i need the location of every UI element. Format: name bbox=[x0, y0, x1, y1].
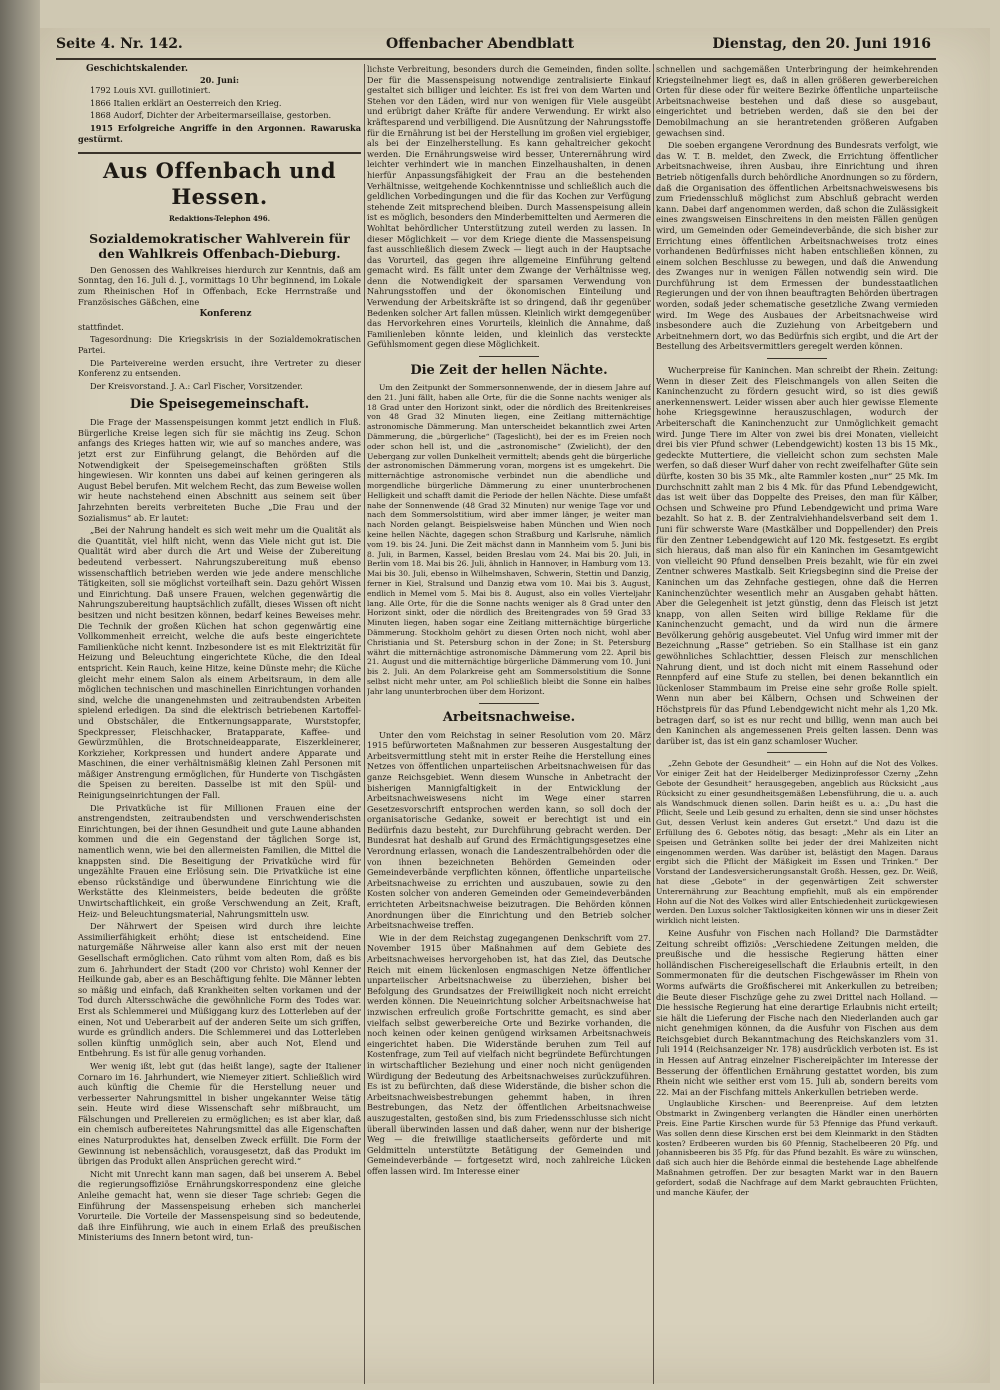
column-3 bbox=[656, 64, 938, 1384]
fischen-text: Keine Ausfuhr von Fischen nach Holland? Die Darmstädter Zeitung schreibt offiziös: „Verschiedene Zeitungen melden, die preußische und die hessische Regierung hätten einer holländischen Fischereigesellschaft die Erlaubnis erteilt, in den Sommermonaten für die deutschen Fischgewässer im Rhein von Worms aufwärts die Großfischerei mit Ankerkullen zu betreiben; die Beute dieser Fischzüge gehe zu zwei Drittel nach Holland. — Die hessische Regierung hat eine derartige Erlaubnis nicht erteilt; sie hält die Lieferung der Fische nach den Niederlanden auch gar nicht genehmigen können, da die Ausfuhr von Fischen aus dem Reichsgebiet durch Bekanntmachung des Reichskanzlers vom 31. Juli 1914 (Reichsanzeiger Nr. 178) ausdrücklich verboten ist. Es ist in Hessen auf Antrag einzelner Fischereipächter im Interesse der Besserung der öffentlichen Ernährung gestattet worden, bis zum Rhein nicht wie seither erst vom 15. Juli ab, sondern bereits vom 22. Mai an der Fischfang mittels Ankerkullen betrieben werde. bbox=[656, 927, 938, 1097]
wahlverein-text: Die Parteivereine werden ersucht, ihre Vertreter zu dieser Konferenz zu entsenden. bbox=[78, 357, 361, 379]
section-title: Aus Offenbach und Hessen. bbox=[78, 152, 361, 210]
header-rule bbox=[56, 58, 936, 60]
issue-date: Dienstag, den 20. Juni 1916 bbox=[712, 36, 931, 52]
kalender-item: 1868 Audorf, Dichter der Arbeitermarseillaise, gestorben. bbox=[90, 110, 332, 121]
speise-title: Die Speisegemeinschaft. bbox=[129, 397, 310, 413]
speise-text: Nicht mit Unrecht kann man sagen, daß bei unserem A. Bebel die regierungsoffiziöse Ernährungskorrespondenz eine gleiche Anleihe gemacht hat, wenn sie dieser Tage schrieb: Gegen die Einführung der Massenspeisung erheben sich mancherlei Vorurteile. Die Vorteile der Massenspeisung sind so bedeutende, daß ihre Einführung, wie auch in einem Erlaß des preußischen Ministeriums des Innern betont wird, tun- bbox=[78, 1168, 361, 1243]
naechte-title: Die Zeit der hellen Nächte. bbox=[410, 363, 608, 379]
wahlverein-text: Tagesordnung: Die Kriegskrisis in der Sozialdemokratischen Partei. bbox=[78, 334, 361, 355]
wahlverein-title: Sozialdemokratischer Wahlverein für den Wahlkreis Offenbach-Dieburg. bbox=[89, 230, 350, 261]
speise-continued: lichste Verbreitung, besonders durch die Gemeinden, finden sollte. Der für die Massenspeisung notwendige zentralisierte Einkauf gestaltet sich billiger und leichter. Es ist frei von dem Warten und Stehen vor den Läden, wird nur von wenigen für Viele ausgeübt und erübrigt daher Kräfte für andere Verwendung. Er wirkt also kräftesparend und verbilligend. Die Ausnützung der Nahrungsstoffe für die Ernährung ist bei der Herstellung im großen viel ergiebiger, als bei der Einzelherstellung. Es kann gehaltreicher gekocht werden. Die Ernährungsweise wird besser, Unterernährung wird leichter verhindert wie in manchen Einzelhaushalten, in denen hierfür Anpassungsfähigkeit der Frau an die bestehenden Verhältnisse, weitgehende Kochkenntnisse und schließlich auch die geldlichen Vorbedingungen und die für das Kochen zur Verfügung stehende Zeit mitsprechend bleiben. Durch Massenspeisung allein ist es möglich, besonders den Minderbemittelten und Aermeren die Wohltat behördlicher Unterstützung zuteil werden zu lassen. In dieser Möglichkeit — vor dem Kriege diente die Massenspeisung fast ausschließlich diesem Zweck — liegt auch in der Hauptsache das Vorurteil, das gegen ihre allgemeine Einführung geltend gemacht wird. Es fällt unter dem Zwange der Verhältnisse weg, denn die Notwendigkeit der sparsamen Verwendung von Nahrungsstoffen und der ökonomischen Einteilung und Verwendung der Arbeitskräfte ist so dringend, daß ihr gegenüber Bedenken solcher Art fallen müssen. Kleinlich wirkt demgegenüber das Hervorkehren eines Vorurteils, kleinlich die Annahme, daß Familienleben könnte leiden, und kleinlich das versteckte Gefühlsmoment gegen diese Möglichkeit. bbox=[367, 64, 651, 350]
separator bbox=[767, 752, 827, 753]
section-telephone: Redaktions-Telephon 496. bbox=[168, 214, 271, 224]
naechte-text: Um den Zeitpunkt der Sommersonnenwende, der in diesem Jahre auf den 21. Juni fällt, haben alle Orte, für die die Sonne nachts weniger als 18 Grad unter den Horizont sinkt, oder die nördlich des Breitenkreises von 48 Grad 32 Minuten liegen, eine Zeitlang mitternächtige astronomische Dämmerung. Man unterscheidet bekanntlich zwei Arten Dämmerung, die „bürgerliche“ (Tageslicht), bei der es im Freien noch oder schon hell ist, und die „astronomische“ (Zwielicht), der den Uebergang zur vollen Dunkelheit vermittelt; abends geht die bürgerliche der astronomischen Dämmerung voran, morgens ist es umgekehrt. Die mitternächtige astronomische verbindet nun die abendliche und morgendliche bürgerliche Dämmerung zu einer ununterbrochenen Helligkeit und schafft damit die Periode der hellen Nächte. Diese umfaßt nahe der Sonnenwende (48 Grad 32 Minuten) nur wenige Tage vor und nach dem Sommersolstitium, wird aber immer länger, je weiter man nach Norden gelangt. Beispielsweise haben München und Wien noch keine hellen Nächte, dagegen schon Straßburg und Karlsruhe, nämlich vom 19. bis 24. Juni. Die Zeit mächst dann in Mannheim vom 5. Juni bis 8. Juli, in Barmen, Kassel, beiden Breslau vom 24. Mai bis 20. Juli, in Berlin vom 18. Mai bis 26. Juli, ähnlich in Hannover, in Hamburg vom 13. Mai bis 30. Juli, ebenso in Wilhelmshaven, Schwerin, Stettin und Danzig, ferner in Kiel, Stralsund und Danzig etwa vom 10. Mai bis 3. August, endlich in Memel vom 5. Mai bis 8. August, also ein volles Vierteljahr lang. Alle Orte, für die die Sonne nachts weniger als 8 Grad unter den Horizont sinkt, oder die nördlich des Breitengrades von 59 Grad 33 Minuten liegen, haben sogar eine Zeitlang mitternächtige bürgerliche Dämmerung. Stockholm gehört zu diesen Orten noch nicht, wohl aber Christiania und St. Petersburg schon in der Zone; in St. Petersburg währt die mitternächtige astronomische Dämmerung vom 22. April bis 21. August und die mitternächtige bürgerliche Dämmerung vom 10. Juni bis 2. Juli. An dem Polarkreise geht am Sommersolstitium die Sonne selbst nicht mehr unter, am Pol schließlich bleibt die Sonne ein halbes Jahr lang ununterbrochen über dem Horizont. bbox=[367, 383, 651, 696]
page-number: Seite 4. Nr. 142. bbox=[56, 36, 183, 52]
speise-text: Der Nährwert der Speisen wird durch ihre leichte Assimilierfähigkeit erhöht; diese ist entscheidend. Eine naturgemäße Nährweise aller kann also erst mit der neuen Gesellschaft ermöglichen. Cato rühmt vom alten Rom, daß es bis zum 6. Jahrhundert der Stadt (200 vor Christo) wohl Kenner der Heilkunde gab, aber es an Beschäftigung fehlte. Die Männer lebten so mäßig und einfach, daß Krankheiten selten vorkamen und der Tod durch Altersschwäche die gewöhnliche Form des Todes war. Erst als Schlemmerei und Müßiggang kurz des Lotterleben auf der einen, Not und Ueberarbeit auf der anderen Seite um sich griffen, wurde es gründlich anders. Die Schlemmerei und das Lotterleben sollen künftig unmöglich sein, aber auch Not, Elend und Entbehrung. Es ist für alle genug vorhanden. bbox=[78, 921, 361, 1059]
kalender-date: 20. Juni: bbox=[199, 74, 239, 85]
wahlverein-text: Den Genossen des Wahlkreises hierdurch zur Kenntnis, daß am Sonntag, den 16. Juli d. J., vormittags 10 Uhr beginnend, im Lokale zum Rheinischen Hof in Offenbach, Ecke Herrnstraße und Französisches Gäßchen, eine bbox=[78, 264, 361, 307]
kalender-item: 1866 Italien erklärt an Oesterreich den Krieg. bbox=[90, 97, 282, 108]
column-2 bbox=[367, 64, 651, 1384]
kalender-item: 1915 Erfolgreiche Angriffe in den Argonnen. Rawaruska gestürmt. bbox=[78, 122, 361, 144]
speise-text: „Bei der Nahrung handelt es sich weit mehr um die Qualität als die Quantität, viel hilft nicht, wenn das Viele nicht gut ist. Die Qualität wird aber durch die Art und Weise der Zubereitung bedeutend verbessert. Nahrungszubereitung muß ebenso wissenschaftlich betrieben werden wie jede andere menschliche Tätigkeiten, soll sie möglichst vorteilhaft sein. Dazu gehört Wissen und Einrichtung. Daß unsere Frauen, welchen gegenwärtig die Nahrungszubereitung hauptsächlich zufällt, dieses Wissen oft nicht besitzen und nicht besitzen können, bedarf keines Beweises mehr. Die Technik der großen Küchen hat schon gegenwärtig eine Vollkommenheit erreicht, welche die aufs beste eingerichtete Familienküche nicht kennt. Inzbesondere ist es mit Elektrizität für Heizung und Beleuchtung eingerichtete Küche, die den Ideal entspricht. Kein Rauch, keine Hitze, keine Dünste mehr; die Küche gleicht mehr einem Salon als einem Arbeitsraum, in dem alle möglichen technischen und maschinellen Einrichtungen vorhanden sind, welche die unangenehmsten und zeitraubendsten Arbeiten spielend erledigen. Da sind die elektrisch betriebenen Kartoffel- und Obstschäler, die Entkernungsapparate, Wurststopfer, Speckpresser, Fleischhacker, Bratapparate, Kaffee- und Gewürzmühlen, die Brotschneideapparate, Eiszerkleinerer, Korkzieher, Korkpressen und hundert andere Apparate und Maschinen, die einer verhältnismäßig kleinen Zahl Personen mit mäßiger Anstrengung ermöglichen, für Hunderte von Tischgästen die Speisen zu bereiten. Dasselbe ist mit den Spül- und Reinigungseinrichtungen der Fall. bbox=[78, 525, 361, 801]
wahlverein-signature: Der Kreisvorstand. J. A.: Carl Fischer, Vorsitzender. bbox=[90, 380, 303, 391]
column-rule-2 bbox=[653, 64, 654, 1384]
separator bbox=[479, 703, 539, 704]
binding-edge bbox=[0, 0, 40, 1390]
wahlverein-text: stattfindet. bbox=[78, 321, 124, 332]
separator bbox=[479, 356, 539, 357]
kalender-item: 1792 Louis XVI. guillotiniert. bbox=[90, 85, 211, 96]
gebote-text: „Zehn Gebote der Gesundheit“ — ein Hohn auf die Not des Volkes. Vor einiger Zeit hat der Heidelberger Medizinprofessor Czerny „Zehn Gebote der Gesundheit“ herausgegeben, angeblich aus Rücksicht „aus Rücksicht zu einer gesundheitsgemäßen Lebensführung, die u. a. auch als Wandschmuck dienen sollen. Darin heißt es u. a.: „Du hast die Pflicht, Seele und Leib gesund zu erhalten, denn sie sind unser höchstes Gut, dessen Verlust kein anderes Gut ersetzt.“ Und dazu ist die Erfüllung des 6. Gebotes nötig, das besagt: „Mehr als ein Liter an Speisen und Getränken sollte bei jeder der drei Mahlzeiten nicht eingenommen werden. Was darüber ist, belästigt den Magen. Daraus ergibt sich die Pflicht der Mäßigkeit im Essen und Trinken.“ Der Vorstand der Landesversicherungsanstalt Großh. Hessen, gez. Dr. Weiß, hat diese „Gebote“ in der gegenwärtigen Zeit schwerster Unterernährung zur Beachtung empfiehlt, muß als ein empörender Hohn auf die Not des Volkes wird aller Entschiedenheit zurückgewiesen werden. Den Luxus solcher Taktlosigkeiten können wir uns in dieser Zeit wirklich nicht leisten. bbox=[656, 759, 938, 926]
arbeit-title: Arbeitsnachweise. bbox=[442, 709, 576, 725]
speise-text: Die Frage der Massenspeisungen kommt jetzt endlich in Fluß. Bürgerliche Kreise legen sich für sie mächtig ins Zeug. Schon anfangs des Krieges hatten wir, wie auf so manches andere, was jetzt erst zur Einführung gelangt, die Behörden auf die Notwendigkeit der Speisegemeinschaften größten Stils hingewiesen. Wir konnten uns dabei auf keinen geringeren als August Bebel berufen. Mit welchem Recht, das zum Beweise wollen wir heute nachstehend einen Abschnitt aus seinem seit über Jahrzehnten bereits verbreiteten Buche „Die Frau und der Sozialismus“ ab. Er lautet: bbox=[78, 417, 361, 523]
wahlverein-konferenz: Konferenz bbox=[199, 309, 252, 320]
separator bbox=[767, 358, 827, 359]
kirschen-text: Unglaubliche Kirschen- und Beerenpreise. Auf dem letzten Obstmarkt in Zwingenberg verlangten die Händler einen unerhörten Preis. Eine Partie Kirschen wurde für 53 Pfennige das Pfund verkauft. Was sollen denn diese Kirschen erst bei dem Kleinmarkt in den Städten kosten? Erdbeeren wurden bis 60 Pfennig, Stachelbeeren 20 Pfg. und Johannisbeeren bis 35 Pfg. für das Pfund bezahlt. Es wäre zu wünschen, daß sich auch hier die Behörde einmal die bestehende Lage abhelfende Maßnahmen getroffen. Der zur besagten Markt war in den Bauern gefordert, sodaß die Nachfrage auf dem Markt gebrauchten Früchten, und manche Käufer, der bbox=[656, 1099, 938, 1197]
page-header bbox=[56, 36, 931, 58]
speise-text: Wer wenig ißt, lebt gut (das heißt lange), sagte der Italiener Cornaro im 16. Jahrhundert, wie Niemeyer zitiert. Schließlich wird auch künftig die Chemie für die Herstellung neuer und verbesserter Nahrungsmittel in bisher ungekannter Weise tätig sein. Heute wird diese Wissenschaft sehr mißbraucht, um Fälschungen und Prellereien zu ermöglichen; es ist aber klar, daß ein chemisch aufbereitetes Nahrungsmittel das alle Eigenschaften eines Naturproduktes hat, denselben Zweck erfüllt. Die Form der Gewinnung ist nebensächlich, vorausgesetzt, daß das Produkt im übrigen das Produkt allen Ansprüchen gerecht wird.“ bbox=[78, 1060, 361, 1167]
arbeit-text: Wie in der dem Reichstag zugegangenen Denkschrift vom 27. November 1915 über Maßnahmen auf dem Gebiete des Arbeitsnachweises hervorgehoben ist, hat das Ziel, das Deutsche Reich mit einem lückenlosen engmaschigen Netze öffentlicher unparteiischer Arbeitsnachweise zu überziehen, bisher bei Befolgung des Grundsatzes der Freiwilligkeit noch nicht erreicht werden können. Die Neueinrichtung solcher Arbeitsnachweise hat inzwischen erfreulich große Fortschritte gemacht, es sind aber vielfach selbst gewerbereiche Orte und Bezirke vorhanden, die noch keinen oder keinen genügend wirksamen Arbeitsnachweis eingerichtet haben. Die Widerstände beruhen zum Teil auf Kostenfrage, zum Teil auf vielfach nicht begründete Befürchtungen in wirtschaftlicher Beziehung und einer noch nicht genügenden Würdigung der Bedeutung des Arbeitsnachweises zurückzuführen. Es ist zu befürchten, daß diese Widerstände, die bisher schon die Arbeitsnachweisbestrebungen gehemmt haben, in ihren Bestrebungen, das Netz der öffentlichen Arbeitsnachweise auszugestalten, gestoßen sind, bis zum Friedensschlusse sich nicht überall überwinden lassen und daß daher, wenn nur der bisherige Weg — die freiwillige staatlicherseits geförderte und mit Geldmitteln unterstützte Betätigung der Gemeinden und Gemeindeverbände — fortgesetzt wird, noch zahlreiche Lücken offen lassen wird. Im Interesse einer bbox=[367, 932, 651, 1176]
kaninchen-text: Wucherpreise für Kaninchen. Man schreibt der Rhein. Zeitung: Wenn in dieser Zeit des Fleischmangels von allen Seiten die Kaninchenzucht zu fördern gesucht wird, so ist dies gewiß anerkennenswert. Leider wissen aber auch hier gewisse Elemente hohe Kriegsgewinne herauszuschlagen, wodurch der Arbeiterschaft die Kaninchenzucht zur Unmöglichkeit gemacht wird. Junge Tiere im Alter von zwei bis drei Monaten, vielleicht drei bis vier Pfund schwer (Lebendgewicht) kosten 13 bis 15 Mk., gedeckte Muttertiere, die vielleicht schon zum sechsten Male werfen, so daß dieser Wurf daher von recht zweifelhafter Güte sein dürfte, kosten 30 bis 35 Mk., alte Rammler kosten „nur“ 25 Mk. Im Durchschnitt zahlt man 2 bis 4 Mk. für das Pfund Lebendgewicht, das ist weit über das Doppelte des Preises, den man für Kälber, Ochsen und Schweine pro Pfund Lebendgewicht und prima Ware bezahlt. So hat z. B. der Zentralviehhandelsverband seit dem 1. Juni für schwerste Ware (Mastkälber und Doppellender) den Preis für den Zentner Lebendgewicht auf 120 Mk. festgesetzt. Es ergibt sich hieraus, daß man also für ein Kaninchen im Gesamtgewicht von vielleicht 90 Pfund denselben Preis bezahlt, wie für ein zwei Zentner schweres Mastkalb. Seit Kriegsbeginn sind die Preise der Kaninchen um das Zehnfache gestiegen, ohne daß die Herren Kaninchenzüchter wesentlich mehr an Ausgaben gehabt hätten. Aber die Gelegenheit ist jetzt günstig, denn das Fleisch ist jetzt knapp, von allen Seiten wird billige Reklame für die Kaninchenzucht gemacht, und da wird nun die ärmere Bevölkerung gehörig ausgebeutet. Viel Unfug wird immer mit der Bezeichnung „Rasse“ getrieben. So ein Stallhase ist ein ganz gewöhnliches Schlachttier, dessen Fleisch zur menschlichen Nahrung dient, und ist doch nicht mit einem Rassehund oder Rennpferd auf eine Stufe zu stellen, bei denen bekanntlich ein lückenloser Stammbaum im Preise eine sehr große Rolle spielt. Wenn nun aber bei Kälbern, Ochsen und Schweinen der Höchstpreis für das Pfund Lebendgewicht nicht mehr als 1,20 Mk. betragen darf, so ist es nur recht und billig, wenn man auch bei den Kaninchen als angemessenen Preis gelten lassen. Denn was darüber ist, das ist ein ganz schamloser Wucher. bbox=[656, 365, 938, 746]
column-rule-1 bbox=[364, 64, 365, 1384]
column-1 bbox=[78, 64, 361, 1384]
arbeit-text: Unter den vom Reichstag in seiner Resolution vom 20. März 1915 befürworteten Maßnahmen zur besseren Ausgestaltung der Arbeitsvermittlung steht mit in erster Reihe die Herstellung eines Netzes von öffentlichen unparteiischen Arbeitsnachweisen für das ganze Reichsgebiet. Wenn diesem Wunsche in Anbetracht der bisherigen Mannigfaltigkeit in der Entwicklung der Arbeitsnachweiswesens nicht im Wege einer starren Gesetzesvorschrift entsprochen werden kann, so soll doch der organisatorische Gedanke, soweit er berechtigt ist und ein Bedürfnis dazu besteht, zur Durchführung gebracht werden. Der Bundesrat hat deshalb auf Grund des Ermächtigungsgesetzes eine Verordnung erlassen, wonach die Landeszentralbehörden oder die von ihnen bezeichneten Behörden Gemeinden oder Gemeindeverbände verpflichten können, öffentliche unparteiische Arbeitsnachweise zu errichten und auszubauen, sowie zu den Kosten solcher von anderen Gemeinden oder Gemeindeverbänden errichteten Arbeitsnachweise beizutragen. Die Behörden können Anordnungen über die Einrichtung und den Betrieb solcher Arbeitsnachweise treffen. bbox=[367, 729, 651, 931]
speise-text: Die Privatküche ist für Millionen Frauen eine der anstrengendsten, zeitraubendsten und verschwenderischsten Einrichtungen, bei der ihnen Gesundheit und gute Laune abhanden kommen und die ein Gegenstand der täglichen Sorge ist, namentlich wenn, wie bei den allermeisten Familien, die Mittel die knappsten sind. Die Beseitigung der Privatküche wird für ungezählte Frauen eine Erlösung sein. Die Privatküche ist eine ebenso rückständige und überwundene Einrichtung wie die Werkstätte des Kleinmeisters, beide bedeuten die größte Unwirtschaftlichkeit, ein große Verschwendung an Zeit, Kraft, Heiz- und Beleuchtungsmaterial, Nahrungsmitteln usw. bbox=[78, 802, 361, 919]
arbeit-continued: Die soeben ergangene Verordnung des Bundesrats verfolgt, wie das W. T. B. meldet, den Zweck, die Errichtung öffentlicher Arbeitsnachweise, ihren Ausbau, ihre Einrichtung und ihren Betrieb nötigenfalls durch behördliche Anordnungen so zu fördern, daß die Organisation des öffentlichen Arbeitsnachweiswesens bis zum Friedensschluß möglichst zum Abschluß gebracht werden kann. Dabei darf angenommen werden, daß schon die Zulässigkeit eines zwangsweisen Einschreitens in den meisten Fällen genügen wird, um Gemeinden oder Gemeindeverbände, die sich bisher zur Errichtung eines öffentlichen Arbeitsnachweises trotz eines vorhandenen Bedürfnisses nicht haben entschließen können, zu einem solchen Beschlusse zu bewegen, und daß die Anwendung des Zwanges nur in wenigen Fällen notwendig sein wird. Die Durchführung ist dem Ermessen der bundesstaatlichen Regierungen und der von ihnen beauftragten Behörden übertragen worden, sodaß jeder schematische gesetzliche Zwang vermieden wird. Im Wege des Ausbaues der Arbeitsnachweise wird insbesondere auch die Zuziehung von Arbeitgebern und Arbeitnehmern dort, wo das Bedürfnis sich ergibt, und die Art der Bestellung des Arbeitsvermittlers geregelt werden können. bbox=[656, 140, 938, 352]
kalender-title: Geschichtskalender. bbox=[86, 64, 188, 74]
masthead: Offenbacher Abendblatt bbox=[386, 36, 575, 52]
arbeit-continued: schnellen und sachgemäßen Unterbringung der heimkehrenden Kriegsteilnehmer liegt es, daß in allen größeren gewerbereichen Orten für diese oder für weitere Bezirke öffentliche unparteiische Arbeitsnachweise bestehen und daß diese so ausgebaut, eingerichtet und betrieben werden, daß sie den bei der Demobilmachung an sie herantretenden größeren Aufgaben gewachsen sind. bbox=[656, 64, 938, 138]
